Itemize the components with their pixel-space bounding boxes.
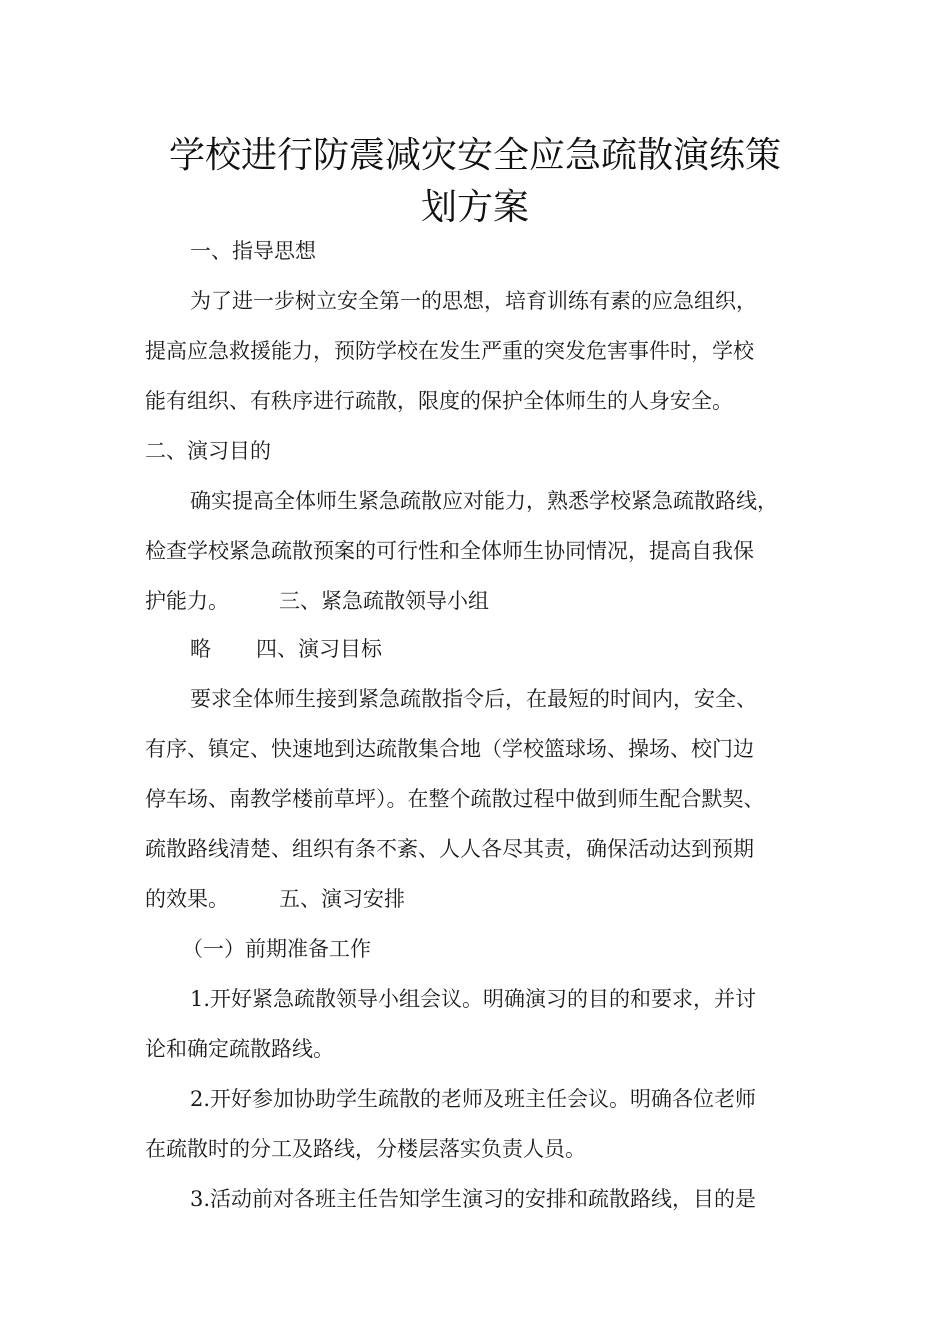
paragraph-line: 能有组织、有秩序进行疏散，限度的保护全体师生的人身安全。 <box>145 389 733 413</box>
paragraph-line: 确实提高全体师生紧急疏散应对能力，熟悉学校紧急疏散路线， <box>190 489 778 513</box>
heading-drill-objectives: 四、演习目标 <box>256 637 382 661</box>
document-title-line-2: 划方案 <box>420 187 529 228</box>
paragraph-text: 略 <box>190 637 211 661</box>
paragraph-line: 3.活动前对各班主任告知学生演习的安排和疏散路线，目的是 <box>190 1187 757 1211</box>
paragraph-text: 护能力。 <box>145 589 229 613</box>
paragraph-line: 要求全体师生接到紧急疏散指令后，在最短的时间内，安全、 <box>190 687 757 711</box>
subheading-preparation: （一）前期准备工作 <box>182 937 371 961</box>
paragraph-line: 2.开好参加协助学生疏散的老师及班主任会议。明确各位老师 <box>190 1087 757 1111</box>
document-title-line-1: 学校进行防震减灾安全应急疏散演练策 <box>168 135 781 176</box>
paragraph-line: 1.开好紧急疏散领导小组会议。明确演习的目的和要求，并讨 <box>190 987 757 1011</box>
paragraph-line: 提高应急救援能力，预防学校在发生严重的突发危害事件时，学校 <box>145 339 754 363</box>
paragraph-line <box>190 634 382 664</box>
heading-leadership-group: 三、紧急疏散领导小组 <box>279 589 489 613</box>
paragraph-line <box>145 884 405 914</box>
heading-drill-arrangement: 五、演习安排 <box>279 887 405 911</box>
paragraph-line: 有序、镇定、快速地到达疏散集合地（学校篮球场、操场、校门边 <box>145 737 754 761</box>
heading-drill-purpose: 二、演习目的 <box>145 439 271 463</box>
heading-guiding-ideology: 一、指导思想 <box>190 239 316 263</box>
paragraph-line: 为了进一步树立安全第一的思想，培育训练有素的应急组织， <box>190 289 757 313</box>
paragraph-line: 疏散路线清楚、组织有条不紊、人人各尽其责，确保活动达到预期 <box>145 837 754 861</box>
paragraph-line: 论和确定疏散路线。 <box>145 1037 334 1061</box>
paragraph-text: 的效果。 <box>145 887 229 911</box>
paragraph-line: 停车场、南教学楼前草坪）。在整个疏散过程中做到师生配合默契、 <box>145 787 765 811</box>
paragraph-line: 在疏散时的分工及路线，分楼层落实负责人员。 <box>145 1137 586 1161</box>
paragraph-line: 检查学校紧急疏散预案的可行性和全体师生协同情况，提高自我保 <box>145 539 754 563</box>
paragraph-line <box>145 586 489 616</box>
